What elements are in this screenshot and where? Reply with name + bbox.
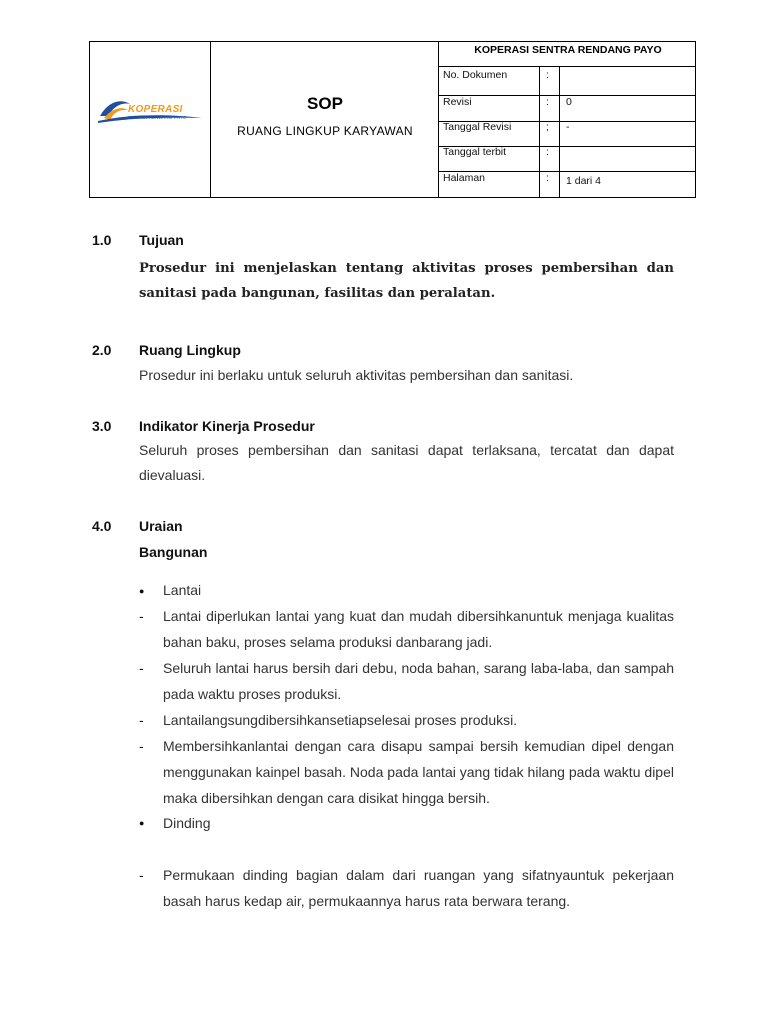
field-label-tanggal-terbit: Tanggal terbit: [443, 146, 507, 158]
document-title: SOP: [307, 94, 343, 113]
field-colon: :: [546, 146, 549, 158]
field-colon: :: [546, 69, 549, 81]
dash-marker: -: [139, 660, 144, 676]
section-number: 2.0: [92, 342, 112, 358]
list-item: Lantailangsungdibersihkansetiapselesai proses produksi.: [163, 712, 518, 728]
field-colon: :: [546, 96, 549, 108]
field-colon: ;: [546, 121, 549, 133]
list-heading-dinding: Dinding: [163, 815, 211, 831]
company-logo: [98, 94, 206, 128]
section-number: 3.0: [92, 418, 112, 434]
document-header-table: [89, 41, 696, 198]
table-divider: [210, 42, 211, 197]
field-label-halaman: Halaman: [443, 172, 486, 184]
bullet-icon: ●: [139, 586, 145, 596]
document-subtitle: RUANG LINGKUP KARYAWAN: [237, 124, 413, 138]
section-title-uraian: Uraian: [139, 518, 183, 534]
list-item: Lantai diperlukan lantai yang kuat dan mudah dibersihkanuntuk menjaga kualitas bahan baku, proses selama produksi danbarang jadi.: [163, 608, 674, 650]
field-value-revisi: 0: [566, 96, 572, 108]
section-title-ruang-lingkup: Ruang Lingkup: [139, 342, 241, 358]
dash-marker: -: [139, 608, 144, 624]
field-label-no-dokumen: No. Dokumen: [443, 69, 508, 81]
dash-marker: -: [139, 738, 144, 754]
list-item: Seluruh lantai harus bersih dari debu, noda bahan, sarang laba-laba, dan sampah pada waktu proses produksi.: [163, 660, 674, 702]
section-text-ruang-lingkup: Prosedur ini berlaku untuk seluruh aktivitas pembersihan dan sanitasi.: [139, 367, 574, 383]
section-title-indikator: Indikator Kinerja Prosedur: [139, 418, 315, 434]
table-divider: [539, 66, 540, 197]
dash-marker: -: [139, 867, 144, 883]
list-heading-lantai: Lantai: [163, 582, 202, 598]
section-number: 1.0: [92, 232, 112, 248]
dash-marker: -: [139, 712, 144, 728]
table-divider: [559, 66, 560, 197]
bullet-icon: ●: [139, 818, 145, 828]
list-item: Permukaan dinding bagian dalam dari ruangan yang sifatnyauntuk pekerjaan basah harus kedap air, permukaannya harus rata berwara terang.: [163, 867, 674, 909]
logo-brand-text: KOPERASI: [128, 104, 183, 115]
section-number: 4.0: [92, 518, 112, 534]
table-divider: [438, 66, 695, 67]
field-value-halaman: 1 dari 4: [566, 175, 602, 187]
field-label-revisi: Revisi: [443, 96, 472, 108]
section-text-indikator: Seluruh proses pembersihan dan sanitasi dapat terlaksana, tercatat dan dapat dievaluasi.: [139, 442, 674, 483]
logo-subtitle-text: SENTRA RENDANG PAYO: [128, 115, 187, 120]
field-colon: :: [546, 172, 549, 184]
field-value-tanggal-revisi: -: [566, 121, 570, 133]
section-text-tujuan: Prosedur ini menjelaskan tentang aktivitas proses pembersihan dan sanitasi pada bangunan, fasilitas dan peralatan.: [139, 261, 674, 301]
section-title-tujuan: Tujuan: [139, 232, 184, 248]
organization-name: KOPERASI SENTRA RENDANG PAYO: [474, 44, 662, 56]
section-subtitle-bangunan: Bangunan: [139, 544, 208, 560]
field-label-tanggal-revisi: Tanggal Revisi: [443, 121, 512, 133]
list-item: Membersihkanlantai dengan cara disapu sampai bersih kemudian dipel dengan menggunakan kainpel basah. Noda pada lantai yang tidak hilang pada waktu dipel maka dibersihkan dengan cara disikat hingga bersih.: [163, 738, 674, 806]
